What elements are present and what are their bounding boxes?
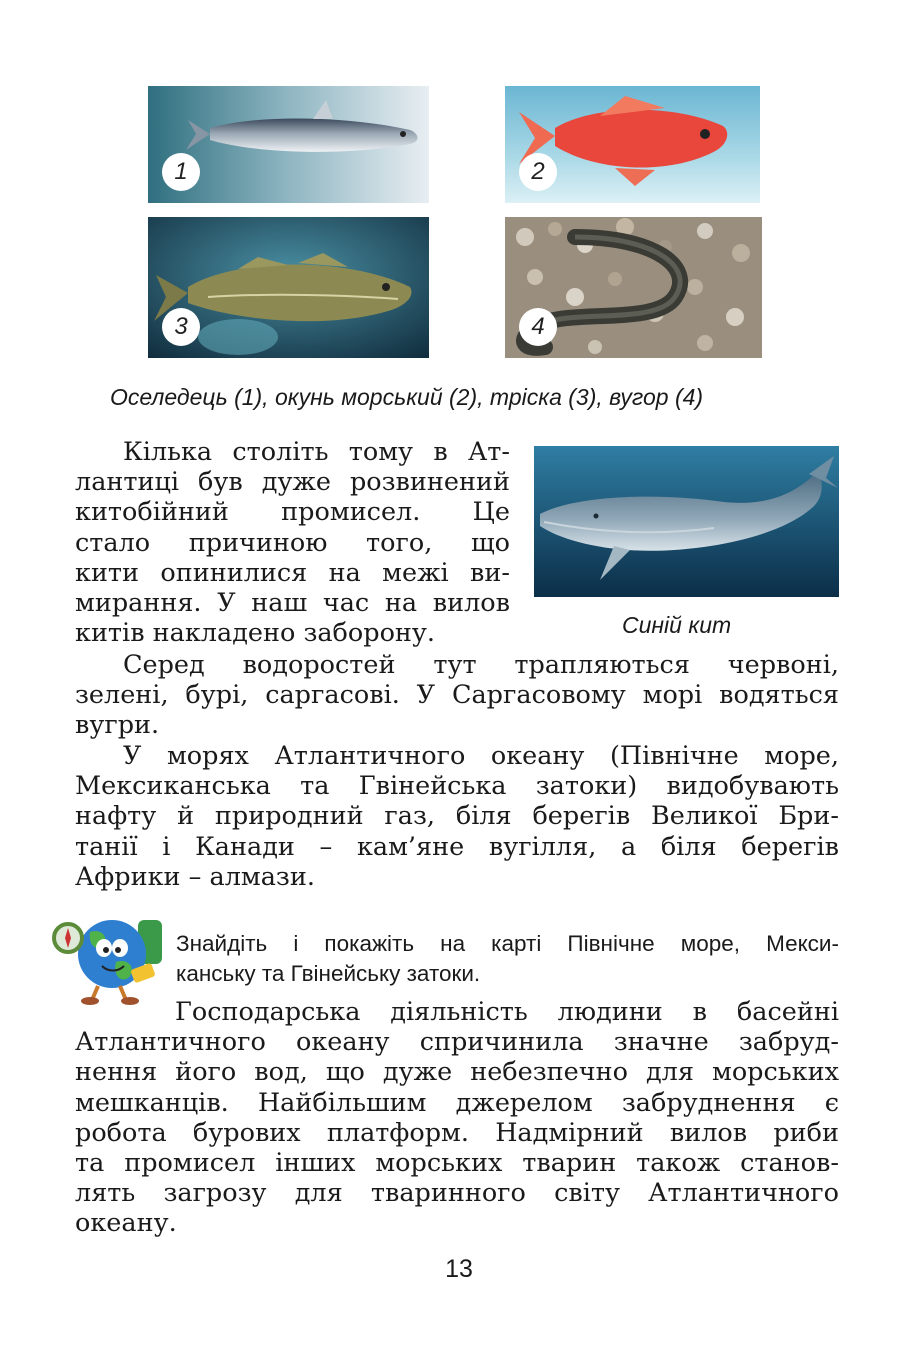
paragraph-pollution bbox=[75, 997, 839, 1239]
redfish-photo bbox=[505, 86, 760, 203]
text-line: зелені, бурі, саргасові. У Саргасовому морі водяться bbox=[75, 680, 839, 711]
text-line: океану. bbox=[75, 1208, 177, 1239]
photo-number: 1 bbox=[162, 153, 200, 191]
photo-number: 3 bbox=[162, 308, 200, 346]
text-line: танії і Канади – кам’яне вугілля, а біля берегів bbox=[75, 831, 839, 862]
text-line: мешканців. Найбільшим джерелом забруднення є bbox=[75, 1087, 839, 1118]
text-line: Мексиканська та Гвінейська затоки) видобувають bbox=[75, 771, 839, 802]
text-line: Кілька століть тому в Ат- bbox=[123, 437, 510, 467]
herring-photo bbox=[148, 86, 429, 203]
fish-photos-caption: Оселедець (1), окунь морський (2), тріска (3), вугор (4) bbox=[110, 384, 704, 410]
text-line: нення його вод, що дуже небезпечно для морських bbox=[75, 1057, 839, 1088]
text-line: китів накладено заборону. bbox=[75, 618, 436, 649]
page-number: 13 bbox=[445, 1255, 473, 1283]
text-line: лантиці був дуже розвинений bbox=[75, 467, 510, 498]
cod-photo bbox=[148, 217, 429, 358]
text-line: та промисел інших морських тварин також станов- bbox=[75, 1148, 839, 1179]
photo-number: 4 bbox=[519, 308, 557, 346]
text-line: У морях Атлантичного океану (Північне море, bbox=[123, 741, 839, 771]
whale-caption: Синій кит bbox=[622, 612, 732, 638]
paragraph-resources bbox=[75, 741, 839, 892]
text-line: вугри. bbox=[75, 710, 160, 741]
blue-whale-photo bbox=[534, 446, 839, 597]
text-line: Атлантичного океану спричинила значне забруд- bbox=[75, 1027, 839, 1058]
text-line: Знайдіть і покажіть на карті Північне море, Мекси- bbox=[176, 931, 839, 956]
eel-photo bbox=[505, 217, 762, 358]
globe-mascot-icon bbox=[50, 910, 168, 1005]
photo-number: 2 bbox=[519, 153, 557, 191]
text-line: Господарська діяльність людини в басейні bbox=[175, 997, 839, 1027]
text-line: стало причиною того, що bbox=[75, 527, 510, 558]
text-line: мирання. У наш час на вилов bbox=[75, 588, 510, 619]
text-line: китобійний промисел. Це bbox=[75, 497, 510, 528]
text-line: нафту й природний газ, біля берегів Великої Бри- bbox=[75, 801, 839, 832]
text-line: кити опинилися на межі ви- bbox=[75, 557, 510, 588]
text-line: канську та Гвінейську затоки. bbox=[176, 961, 481, 986]
text-line: Африки – алмази. bbox=[75, 861, 315, 892]
text-line: робота бурових платформ. Надмірний вилов риби bbox=[75, 1117, 839, 1148]
text-line: Серед водоростей тут трапляються червоні, bbox=[123, 650, 839, 680]
task-text bbox=[176, 929, 839, 989]
text-line: лять загрозу для тваринного світу Атлантичного bbox=[75, 1178, 839, 1209]
paragraph-whaling bbox=[75, 437, 510, 648]
paragraph-algae bbox=[75, 650, 839, 741]
